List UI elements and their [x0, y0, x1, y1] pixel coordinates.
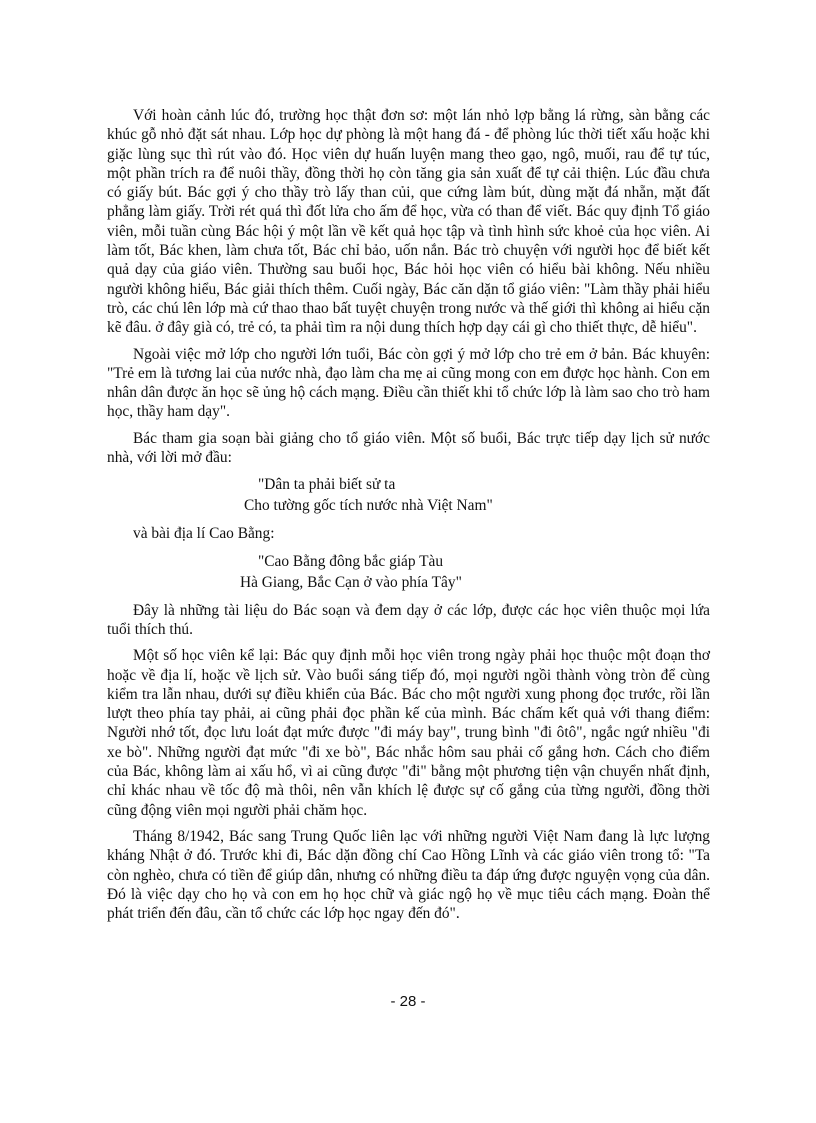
- paragraph-5: Một số học viên kể lại: Bác quy định mỗi học viên trong ngày phải học thuộc một đoạn thơ hoặc về địa lí, hoặc về lịch sử. Vào buổi sáng tiếp đó, mọi người ngồi thành vòng tròn để cùng kiểm tra lẫn nhau, dưới sự điều khiển của Bác. Bác cho một người xung phong đọc trước, rồi lần lượt theo phía tay phải, ai cũng phải đọc phần kế của mình. Bác chấm kết quả với thang điểm: Người nhớ tốt, đọc lưu loát đạt mức được "đi máy bay", trung bình "đi ôtô", ngắc ngứ nhiều "đi xe bò". Những người đạt mức "đi xe bò", Bác nhắc hôm sau phải cố gắng hơn. Cách cho điểm của Bác, không làm ai xấu hổ, vì ai cũng được "đi" bằng một phương tiện vận chuyển nhất định, chỉ khác nhau về tốc độ mà thôi, nên vẫn khích lệ được sự cố gắng của từng người, đồng thời cũng động viên mọi người phải chăm học.: [107, 647, 710, 819]
- verse-intro: và bài địa lí Cao Bằng:: [133, 525, 275, 543]
- paragraph-3: Bác tham gia soạn bài giảng cho tổ giáo viên. Một số buổi, Bác trực tiếp dạy lịch sử nước nhà, với lời mở đầu:: [107, 429, 710, 467]
- verse-history: [107, 474, 710, 516]
- verse-line: Cho tường gốc tích nước nhà Việt Nam": [244, 497, 493, 515]
- document-page: [107, 106, 710, 930]
- verse-geography: [107, 551, 710, 593]
- verse-line: "Dân ta phải biết sử ta: [258, 476, 396, 494]
- verse-line: "Cao Bằng đông bắc giáp Tàu: [258, 552, 444, 570]
- page-number: - 28 -: [390, 993, 426, 1010]
- paragraph-6: Tháng 8/1942, Bác sang Trung Quốc liên lạc với những người Việt Nam đang là lực lượng kháng Nhật ở đó. Trước khi đi, Bác dặn đồng chí Cao Hồng Lĩnh và các giáo viên trong tổ: "Ta còn nghèo, chưa có tiền để giúp dân, nhưng có những điều ta đáp ứng được nguyện vọng của dân. Đó là việc dạy cho họ và con em họ học chữ và giác ngộ họ về mục tiêu cách mạng. Đoàn thể phát triển đến đâu, cần tổ chức các lớp học ngay đến đó".: [107, 827, 710, 923]
- paragraph-2: Ngoài việc mở lớp cho người lớn tuổi, Bác còn gợi ý mở lớp cho trẻ em ở bản. Bác khuyên: "Trẻ em là tương lai của nước nhà, đạo làm cha mẹ ai cũng mong con em được học hành. Con em nhân dân được ăn học sẽ ủng hộ cách mạng. Điều cần thiết khi tổ chức lớp là làm sao cho trò ham học, thầy ham dạy".: [107, 345, 710, 421]
- paragraph-4: Đây là những tài liệu do Bác soạn và đem dạy ở các lớp, được các học viên thuộc mọi lứa tuổi thích thú.: [107, 601, 710, 638]
- paragraph-1: Với hoàn cảnh lúc đó, trường học thật đơn sơ: một lán nhỏ lợp bằng lá rừng, sàn bằng các khúc gỗ nhỏ đặt sát nhau. Lớp học dự phòng là một hang đá - để phòng lúc thời tiết xấu hoặc khi giặc lùng sục thì rút vào đó. Học viên dự huấn luyện mang theo gạo, ngô, muối, rau để tự túc, một phần trích ra để nuôi thầy, đồng thời họ còn tăng gia sản xuất để tự cải thiện. Lúc đầu chưa có giấy bút. Bác gợi ý cho thầy trò lấy than củi, que cứng làm bút, dùng mặt đá nhẵn, mặt đất phẳng làm giấy. Trời rét quá thì đốt lửa cho ấm để học, vừa có than để viết. Bác quy định Tổ giáo viên, mỗi tuần cùng Bác hội ý một lần về kết quả học tập và tình hình sức khoẻ của học viên. Ai làm tốt, Bác khen, làm chưa tốt, Bác chỉ bảo, uốn nắn. Bác trò chuyện với người học để biết kết quả dạy của giáo viên. Thường sau buổi học, Bác hỏi học viên có hiểu bài không. Nếu nhiều người không hiểu, Bác giải thích thêm. Cuối ngày, Bác căn dặn tổ giáo viên: "Làm thầy phải hiểu trò, các chú lên lớp mà cứ thao thao bất tuyệt chuyện trong nước và thế giới thì không ai hiểu cặn kẽ đâu. ở đây già có, trẻ có, ta phải tìm ra nội dung thích hợp dạy cái gì cho thiết thực, dễ hiểu".: [107, 107, 710, 337]
- verse-line: Hà Giang, Bắc Cạn ở vào phía Tây": [240, 573, 462, 591]
